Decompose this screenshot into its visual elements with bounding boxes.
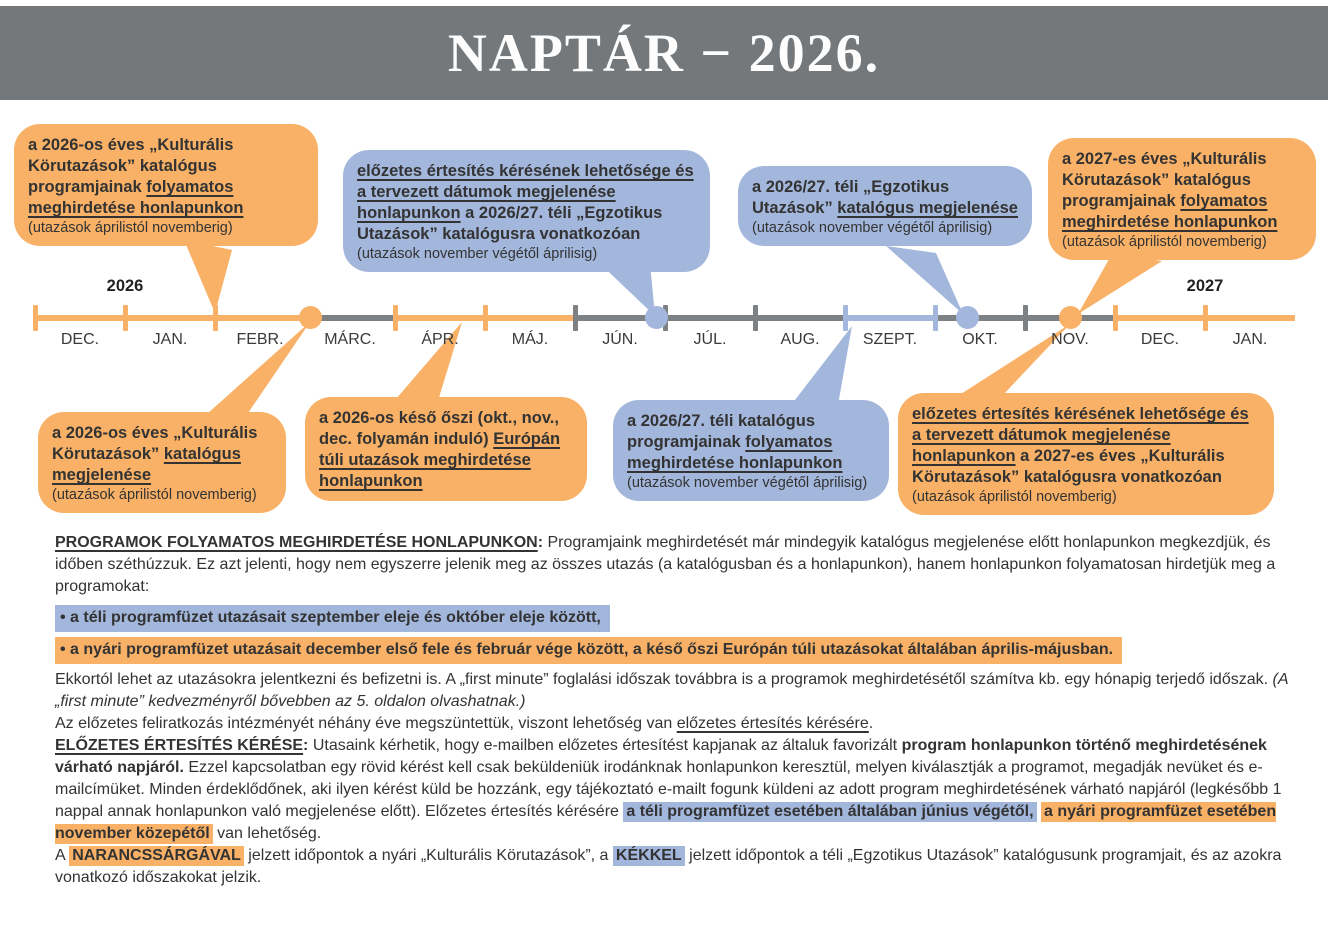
timeline-segment [1115,315,1205,321]
month-label: MÁJ. [511,331,549,348]
timeline-segment [35,315,125,321]
paragraph-elozetes-ertesites: ELŐZETES ÉRTESÍTÉS KÉRÉSE: Utasaink kérhetik, hogy e-mailben előzetes értesítést kapjanak az általuk favorizált program honlapunkon történő meghirdetésének várható napjáról. Ezzel kapcsolatban egy rövid kérést kell csak beküldeniük irodánknak honlapunkon keresztül, melyen kiválasztják a programot, megadják nevüket és e-mailcímüket. Minden érdeklődőnek, aki ilyen kérést küld be hozzánk, egy tájékoztató e-mailt fogunk küldeni az adott program meghirdetésének várható napjáról (legkésőbb 1 nappal annak honlapunkon való megjelenése előtt). Előzetes értesítés kérésére a téli programfüzet esetében általában június végétől, a nyári programfüzet esetében november közepétől van lehetőség. [55,737,1282,842]
timeline-segment [125,315,215,321]
timeline-segment [935,315,1025,321]
section-heading: PROGRAMOK FOLYAMATOS MEGHIRDETÉSE HONLAPUNKON [55,534,538,551]
info-text [55,532,1301,889]
orange-event-dot [1059,306,1082,329]
timeline-tick [1203,305,1208,331]
bubble-note: (utazások áprilistól novemberig) [1062,234,1267,250]
timeline-tick [843,305,848,331]
bullet-nyari-programfuzet: • a nyári programfüzet utazásait december első fele és február vége között, a késő őszi Európán túli utazásokat általában április-májusban. [55,637,1301,664]
bubble-text: a 2026-os késő őszi (okt., nov., dec. folyamán induló) Európán túli utazások meghirdetése honlapunkon [319,409,561,490]
page-title: NAPTÁR − 2026. [447,23,881,83]
timeline-tick [933,305,938,331]
callout-tail [1078,254,1162,314]
timeline-tick [753,305,758,331]
header [0,6,1328,100]
orange-event-dot [299,306,322,329]
timeline-tick [123,305,128,331]
month-label: OKT. [962,331,998,348]
callout-2026-27-teli-folyamatos-meghirdetes [613,400,889,501]
paragraph-first-minute: Ekkortól lehet az utazásokra jelentkezni és befizetni is. A „first minute” foglalási időszak továbbra is a programok meghirdetésétől számítva kb. egy hónapig terjedő időszak. (A „first minute” kedvezményről bővebben az 5. oldalon olvashatnak.) Az előzetes feliratkozás intézményét néhány éve megszüntettük, viszont lehetőség van előzetes értesítés kérésére. [55,671,1288,732]
timeline-segment [395,315,485,321]
bubble-text: előzetes értesítés kérésének lehetősége és a tervezett dátumok megjelenése honlapunkon a 2027-es éves „Kulturális Körutazások” katalógusra vonatkozóan [912,405,1249,486]
timeline-tick [213,305,218,331]
month-label: JÚL. [693,331,727,348]
year-label: 2027 [1186,277,1224,295]
callout-2026-europan-tuli-meghirdetes [305,397,587,501]
timeline-segment [665,315,755,321]
month-label: MÁRC. [324,331,376,348]
blue-event-dot [956,306,979,329]
callout-2026-kulturalis-folyamatos-meghirdetes [14,124,318,246]
bullet-teli-programfuzet: • a téli programfüzet utazásait szeptember eleje és október eleje között, [55,605,1301,632]
timeline-tick [33,305,38,331]
bubble-text: a 2026-os éves „Kulturális Körutazások” katalógus megjelenése [52,424,258,484]
paragraph-programok-meghirdetese: PROGRAMOK FOLYAMATOS MEGHIRDETÉSE HONLAPUNKON: Programjaink meghirdetését már mindegyik katalógus megjelenése előtt honlapunkon megkezdjük, és időben széthúzzuk. Ez azt jelenti, hogy nem egyszerre jelenik meg az összes utazás (a katalógusban és a honlapunkon), hanem honlapunkon folyamatosan hirdetjük meg a programokat: [55,534,1276,595]
bubble-text: a 2027-es éves „Kulturális Körutazások” katalógus programjainak folyamatos meghirdetése honlapunkon [1062,150,1278,231]
month-label: JÚN. [602,331,638,348]
bubble-note: (utazások november végétől áprilisig) [357,246,598,262]
month-label: DEC. [60,331,100,348]
timeline-tick [393,305,398,331]
month-label: ÁPR. [421,331,459,348]
month-label: DEC. [1140,331,1180,348]
callout-tail [184,240,232,313]
section-heading: ELŐZETES ÉRTESÍTÉS KÉRÉSE [55,737,304,754]
month-label: JAN. [152,331,188,348]
callout-2026-27-teli-elozetes-ertesites [343,150,710,272]
timeline [35,277,1295,348]
timeline-segment [755,315,845,321]
bullet-list [55,605,1301,664]
callout-2027-kulturalis-elozetes-ertesites [898,393,1274,515]
timeline-tick [483,305,488,331]
paragraph-jelmagyarazat: A NARANCSSÁRGÁVAL jelzett időpontok a nyári „Kulturális Körutazások”, a KÉKKEL jelzett időpontok a téli „Egzotikus Utazások” katalógusunk programjait, és az azokra vonatkozó időszakokat jelzik. [55,847,1282,886]
bubble-note: (utazások áprilistól novemberig) [912,489,1117,505]
month-label: AUG. [780,331,820,348]
timeline-section [0,100,1328,530]
bubble-note: (utazások áprilistól novemberig) [28,220,233,236]
timeline-tick [1023,305,1028,331]
callout-2026-kulturalis-katalogus-megjelenes [38,412,286,513]
timeline-tick [573,305,578,331]
bubble-text: a 2026-os éves „Kulturális Körutazások” katalógus programjainak folyamatos meghirdetése honlapunkon [28,136,244,217]
bubble-note: (utazások november végétől áprilisig) [752,220,993,236]
timeline-segment [1205,315,1295,321]
bubble-text: előzetes értesítés kérésének lehetősége és a tervezett dátumok megjelenése honlapunkon a 2026/27. téli „Egzotikus Utazások” katalógusra vonatkozóan [357,162,694,243]
timeline-segment [215,315,305,321]
blue-event-dot [645,306,668,329]
month-label: SZEPT. [862,331,918,348]
month-label: JAN. [1232,331,1268,348]
month-label: FEBR. [236,331,284,348]
timeline-segment [845,315,935,321]
callout-2026-27-teli-katalogus-megjelenes [738,166,1032,246]
timeline-tick [1113,305,1118,331]
bubble-note: (utazások november végétől áprilisig) [627,475,868,491]
bubble-text: a 2026/27. téli katalógus programjainak folyamatos meghirdetése honlapunkon [627,412,843,472]
month-label: NOV. [1051,331,1089,348]
callout-2027-kulturalis-folyamatos-meghirdetes [1048,138,1316,260]
bubble-note: (utazások áprilistól novemberig) [52,487,257,503]
year-label: 2026 [106,277,144,295]
bubble-text: a 2026/27. téli „Egzotikus Utazások” katalógus megjelenése [752,178,1018,217]
timeline-segment [485,315,575,321]
callout-tail [886,246,963,314]
